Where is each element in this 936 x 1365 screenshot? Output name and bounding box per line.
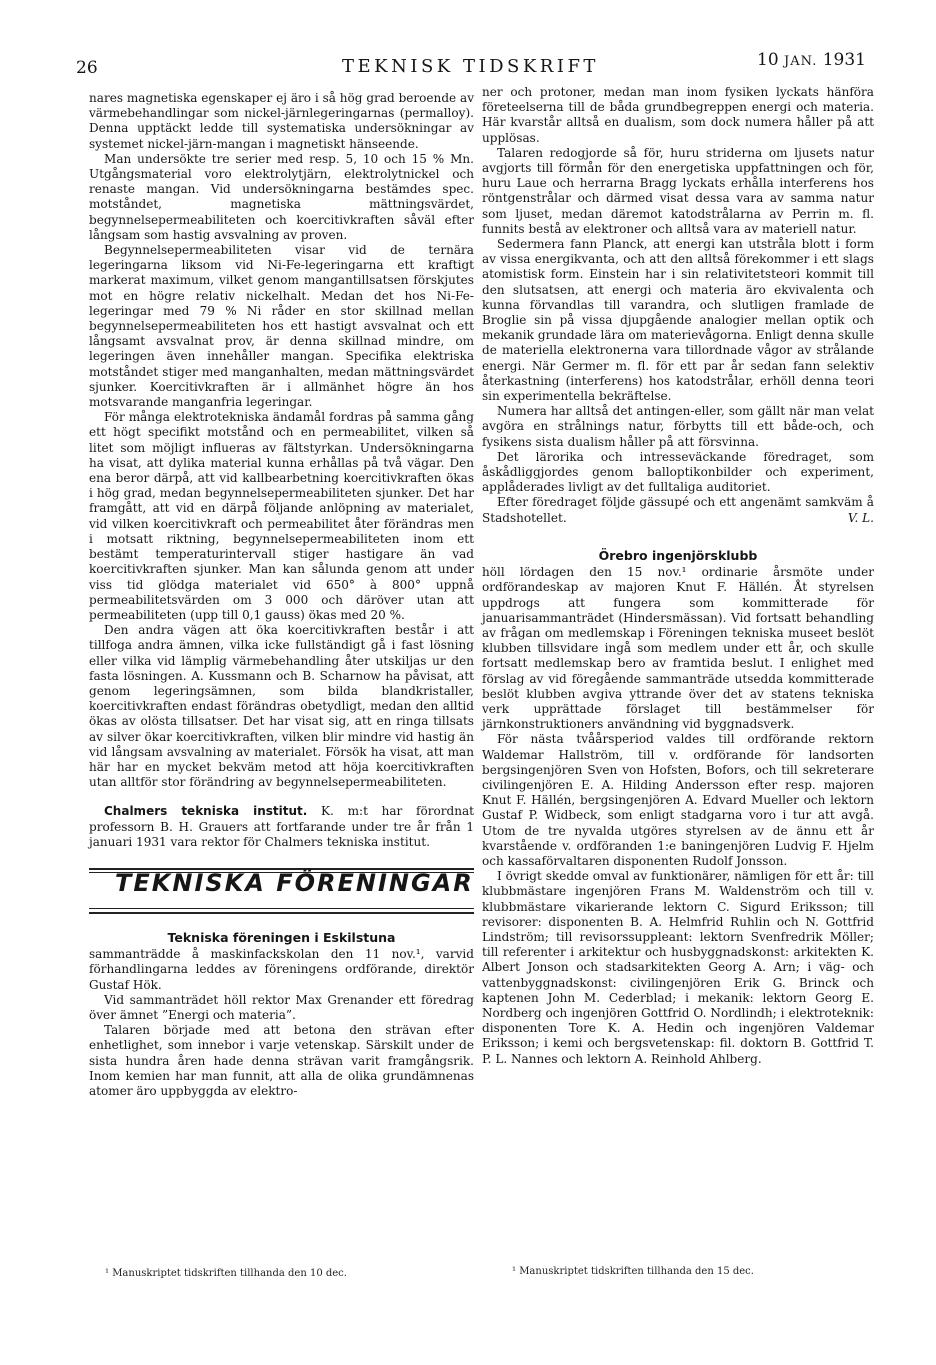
eskilstuna-paragraph: Talaren började med att betona den strävan efter enhetlighet, som innebor i varje vetenskap. Särskilt under de sista hundra åren hade denna strävan varit framgångsrik. Inom kemien har man funnit, att alla de olika grundämnenas atomer äro uppbyggda av elektro- bbox=[89, 1023, 474, 1098]
journal-title: TEKNISK TIDSKRIFT bbox=[342, 56, 599, 77]
issue-date bbox=[757, 50, 866, 70]
orebro-paragraph: I övrigt skedde omval av funktionärer, nämligen för ett år: till klubbmästare ingenjören Frans M. Waldenström och till v. klubbmästare vikarierande lektorn C. Sigurd Eriksson; till revisorer: disponenten B. A. Helmfrid Ruhlin och N. Gottfrid Lindström; till revisorssuppleant: lektorn Svenfredrik Möller; till referenter i arkitektur och husbyggnadskonst: arkitekten K. Albert Jonson och stadsarkitekten Georg A. Arn; i väg- och vattenbyggnadskonst: civilingenjören Erik G. Brinck och kaptenen John M. Cederblad; i mekanik: lektorn Georg E. Nordberg och ingenjören Gottfrid O. Nordlindh; i elektroteknik: disponenten Tore K. A. Hedin och ingenjören Valdemar Eriksson; i kemi och bergsvetenskap: fil. doktorn B. Gottfrid T. P. L. Nannes och lektorn A. Reinhold Ahlberg. bbox=[482, 869, 874, 1066]
body-paragraph: nares magnetiska egenskaper ej äro i så hög grad beroende av värmebehandlingar som nickel-järnlegeringarnas (permalloy). Denna upptäckt ledde till systematiska undersökningar av systemet nickel-järn-mangan i magnetiskt hänseende. bbox=[89, 91, 474, 151]
body-paragraph: För många elektrotekniska ändamål fordras på samma gång ett högt specifikt motstånd och en permeabilitet, vilken så litet som möjligt influeras av fältstyrkan. Undersökningarna ha visat, att dylika material kunna erhållas på två vägar. Den ena beror därpå, att vid kallbearbetning koercitivkraften ökas i hög grad, medan begynnelsepermeabiliteten sjunker. Det har framgått, att vid en därpå följande anlöpning av materialet, vid vilken koercitivkraft och permeabilitet åter förändras men i motsatt riktning, begynnelsepermeabiliteten inom ett bestämt temperaturintervall stiger hastigare än vad koercitivkraften sjunker. Man kan sålunda genom att under viss tid glödga materialet vid 650° à 800° uppnå permeabilitetsvärden om 3 000 och däröver utan att permeabiliteten (upp till 0,1 gauss) ökas med 20 %. bbox=[89, 410, 474, 622]
author-signature: V. L. bbox=[847, 510, 874, 525]
banner-rule-bottom bbox=[89, 912, 474, 914]
banner-title: TEKNISKA FÖRENINGAR bbox=[115, 868, 474, 897]
footnote-left: ¹ Manuskriptet tidskriften tillhanda den 10 dec. bbox=[105, 1268, 347, 1279]
orebro-paragraph: höll lördagen den 15 nov.¹ ordinarie årsmöte under ordförandeskap av majoren Knut F. Hällén. Åt styrelsen uppdrogs att fungera som kommitterade för januarisammanträdet (Hindersmässan). Vid fortsatt behandling av frågan om medlemskap i Föreningen tekniska museet beslöt klubben tillsvidare ingå som medlem under ett år, och skulle fortsatt medlemskap bero av framtida beslut. I enlighet med förslag av vid föregående sammanträde utsedda kommitterade beslöt klubben avgiva yttrande över det av statens tekniska verk upprättade förslaget till bestämmelser för järnkonstruktioners användning vid byggnadsverk. bbox=[482, 565, 874, 732]
body-paragraph: ner och protoner, medan man inom fysiken lyckats hänföra företeelserna till de båda grundbegreppen energi och materia. Här kvarstår alltså en dualism, som dock numera håller på att upplösas. bbox=[482, 85, 874, 145]
body-paragraph: Talaren redogjorde så för, huru striderna om ljusets natur avgjorts till förmån för den energetiska uppfattningen och för, huru Laue och herrarna Bragg lyckats erhålla interferens hos röntgenstrålar och därmed visat dessa vara av samma natur som ljuset, medan däremot katodstrålarna av Perrin m. fl. funnits bestå av elektroner och alltså vara av materiell natur. bbox=[482, 145, 874, 236]
body-paragraph: Den andra vägen att öka koercitivkraften består i att tillfoga andra ämnen, vilka icke fullständigt gå i fast lösning eller vilka vid lämplig värmebehandling åter utskiljas ur den fasta lösningen. A. Kussmann och B. Scharnow ha påvisat, att genom legeringsämnen, som bilda blandkristaller, koercitivkraften endast förändras obetydligt, medan den alltid ökas av olösta tillsatser. Det har visat sig, att en ringa tillsats av silver ökar koercitivkraften, vilken blir mindre vid hastig än vid långsam avsvalning av materialet. Försök ha visat, att man här har en mycket bekväm metod att höja koercitivkraften utan alltför stor förändring av begynnelsepermeabiliteten. bbox=[89, 623, 474, 790]
body-paragraph: Det lärorika och intresseväckande föredraget, som åskådliggjordes genom balloptikonbilder och experiment, applåderades livligt av det fulltaliga auditoriet. bbox=[482, 449, 874, 495]
footnote-right: ¹ Manuskriptet tidskriften tillhanda den 15 dec. bbox=[512, 1266, 754, 1277]
chalmers-text: K. m:t har förordnat professorn B. H. Grauers att fortfarande under tre år från 1 januari 1931 vara rektor för Chalmers tekniska institut. bbox=[89, 804, 474, 849]
running-header bbox=[74, 50, 874, 78]
section-banner bbox=[89, 868, 474, 914]
closing-text: Efter föredraget följde gässupé och ett angenämt samkväm å Stadshotellet. bbox=[482, 495, 874, 525]
eskilstuna-heading: Tekniska föreningen i Eskilstuna bbox=[167, 929, 396, 945]
date-day: 10 bbox=[757, 50, 779, 70]
body-paragraph: Numera har alltså det antingen-eller, som gällt när man velat avgöra en strålnings natur, förbytts till ett både-och, och fysikens sista dualism håller på att försvinna. bbox=[482, 404, 874, 449]
chalmers-heading: Chalmers tekniska institut. bbox=[104, 804, 308, 819]
left-column bbox=[89, 91, 474, 1099]
body-paragraph bbox=[482, 495, 874, 525]
orebro-paragraph: För nästa tvåårsperiod valdes till ordförande rektorn Waldemar Hallström, till v. ordförande för landsorten bergsingenjören Sven von Hofsten, Bofors, och till sekreterare civilingenjören E. A. Hilding Andersson efter resp. majoren Knut F. Hällén, bergsingenjören A. Edvard Mueller och lektorn Gustaf P. Widbeck, som enligt stadgarna voro i tur att avgå. Utom de tre nyvalda utgöres styrelsen av de ännu ett år kvarstående v. ordföranden 1:e baningenjören Ludvig F. Hjelm och kassaförvaltaren disponenten Rudolf Jonsson. bbox=[482, 732, 874, 868]
body-paragraph: Man undersökte tre serier med resp. 5, 10 och 15 % Mn. Utgångsmaterial voro elektrolytjärn, elektrolytnickel och renaste mangan. Vid undersökningarna bestämdes spec. motståndet, magnetiska mättningsvärdet, begynnelsepermeabiliteten och koercitivkraften såväl efter långsam som hastig avsvalning av proven. bbox=[89, 151, 474, 242]
right-column bbox=[482, 85, 874, 1067]
eskilstuna-paragraph: sammanträdde å maskinfackskolan den 11 nov.¹, varvid förhandlingarna leddes av föreningens ordförande, direktör Gustaf Hök. bbox=[89, 947, 474, 992]
date-month: JAN. bbox=[784, 54, 818, 69]
banner-rule-bottom-thin bbox=[89, 908, 474, 909]
chalmers-notice bbox=[89, 804, 474, 850]
date-year: 1931 bbox=[822, 50, 866, 70]
eskilstuna-paragraph: Vid sammanträdet höll rektor Max Grenander ett föredrag över ämnet ”Energi och materia”. bbox=[89, 992, 474, 1022]
body-paragraph: Sedermera fann Planck, att energi kan utstråla blott i form av vissa energikvanta, och att den alltså förekommer i ett slags atomistisk form. Einstein har i sin relativitetsteori kommit till den slutsatsen, att energi och materia äro ekvivalenta och kunna förvandlas till varandra, och slutligen framlade de Broglie sin på vissa djupgående analogier mellan optik och mekanik grundade lära om materievågorna. Enligt denna skulle de materiella elektronerna vara tillordnade vågor av strålande energi. När Germer m. fl. för ett par år sedan fann selektiv återkastning (interferens) hos katodstrålar, erhöll denna teori sin experimentella bekräftelse. bbox=[482, 237, 874, 404]
page-number: 26 bbox=[76, 58, 98, 78]
body-paragraph: Begynnelsepermeabiliteten visar vid de ternära legeringarna liksom vid Ni-Fe-legeringarna ett kraftigt markerat maximum, vilket genom mangantillsatsen förskjutes mot en högre relativ nickelhalt. Medan det hos Ni-Fe-legeringar med 79 % Ni råder en stor skillnad mellan begynnelsepermeabiliteten hos ett hastigt avsvalnat och ett långsamt avsvalnat prov, är denna skillnad mindre, om legeringen även innehåller mangan. Specifika elektriska motståndet stiger med manganhalten, medan mättningsvärdet sjunker. Koercitivkraften är i allmänhet högre än hos motsvarande manganfria legeringar. bbox=[89, 243, 474, 410]
orebro-heading: Örebro ingenjörsklubb bbox=[598, 547, 758, 563]
